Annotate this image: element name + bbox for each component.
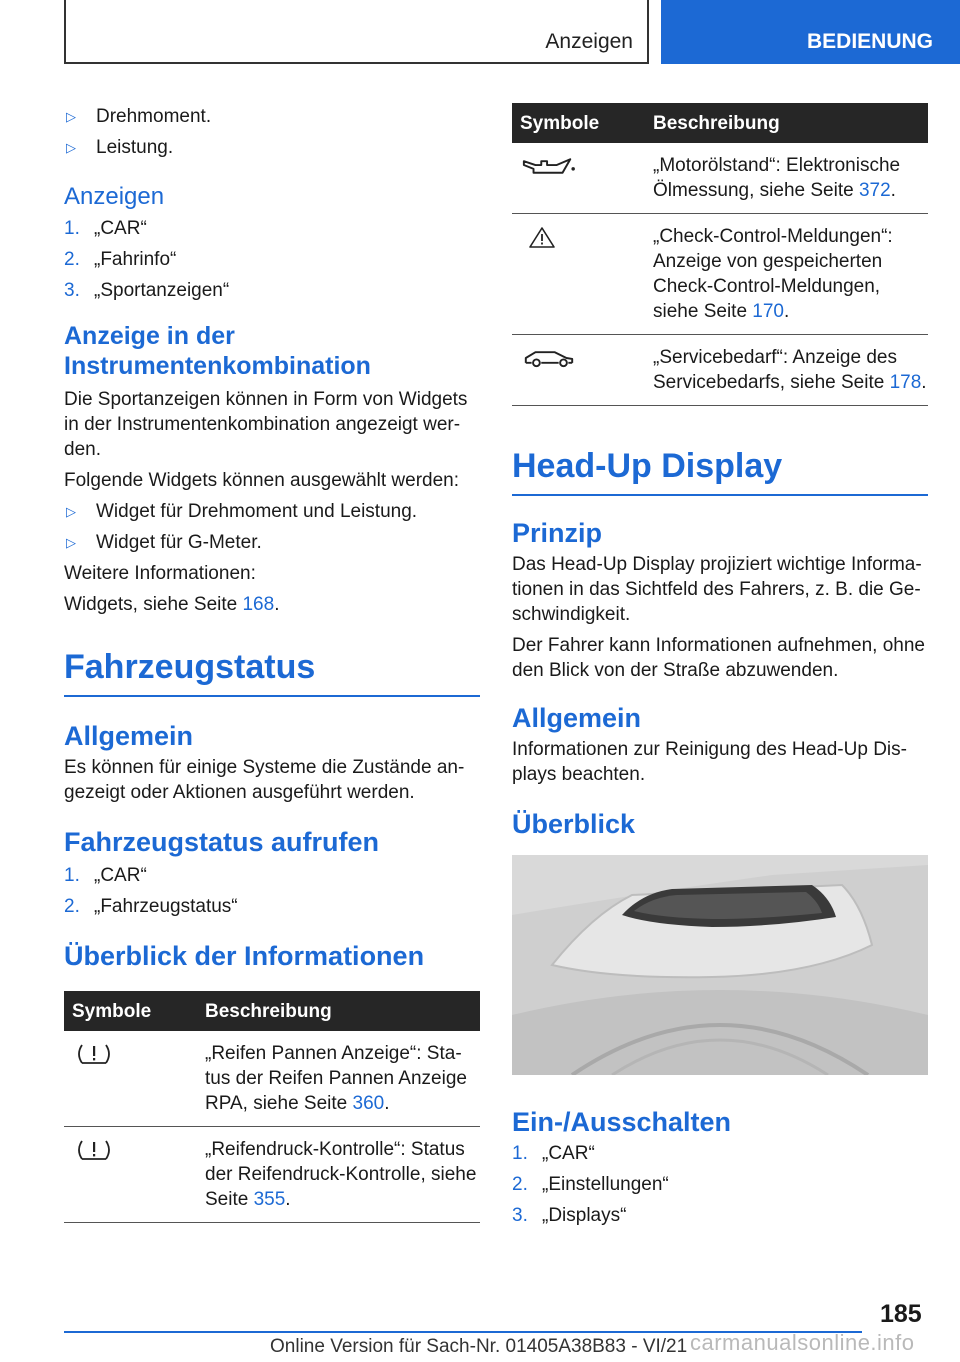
header-section-box (64, 0, 649, 64)
table-row: „Reifendruck-Kontrolle“: Status der Reifendruck-Kontrolle, siehe Seite 355. (64, 1127, 480, 1223)
page-link-168[interactable]: 168 (242, 594, 275, 615)
list-item: ▷ Widget für Drehmoment und Leistung. (66, 501, 418, 522)
page-link-178[interactable]: 178 (889, 372, 922, 393)
list-item: 1. „CAR“ (64, 218, 147, 239)
widgets-reference: Widgets, siehe Seite 168. (64, 594, 280, 615)
allgemein-heading: Allgemein (512, 703, 642, 733)
table-row: „Reifen Pannen Anzeige“: Sta-tus der Reifen Pannen Anzeige RPA, siehe Seite 360. (64, 1031, 480, 1127)
list-item: 2. „Fahrinfo“ (64, 249, 177, 270)
fahrzeugstatus-heading: Fahrzeugstatus (64, 648, 316, 686)
oil-can-icon (520, 153, 578, 179)
head-up-display-heading: Head-Up Display (512, 447, 783, 485)
table-row: „Servicebedarf“: Anzeige des Servicebedarfs, siehe Seite 178. (512, 335, 928, 406)
heading-rule (512, 494, 928, 496)
list-item: ▷ Leistung. (66, 137, 174, 158)
more-info-label: Weitere Informationen: (64, 563, 256, 584)
prinzip-text-1: Das Head-Up Display projiziert wichtige Informa-tionen in das Sichtfeld des Fahrers, z. B. die Ge-schwindigkeit. (512, 554, 922, 625)
fahrzeugstatus-aufrufen-heading: Fahrzeugstatus aufrufen (64, 827, 380, 857)
page-link-360[interactable]: 360 (352, 1093, 385, 1114)
triangle-bullet-icon: ▷ (66, 109, 76, 124)
triangle-bullet-icon: ▷ (66, 535, 76, 550)
list-item: 3. „Displays“ (512, 1205, 627, 1226)
ueberblick-informationen-heading: Überblick der Informationen (64, 941, 425, 971)
left-column (64, 100, 480, 1223)
list-item: 2. „Einstellungen“ (512, 1174, 669, 1195)
page-link-372[interactable]: 372 (858, 180, 891, 201)
header-chapter-tab (661, 0, 960, 64)
table-header-symbole: Symbole (64, 991, 197, 1031)
table-header-symbole: Symbole (512, 103, 645, 143)
list-item: ▷ Drehmoment. (66, 106, 212, 127)
list-item: 1. „CAR“ (64, 865, 147, 886)
warning-triangle-icon (520, 224, 564, 250)
tire-pressure-warning-icon (72, 1137, 116, 1163)
service-car-icon (520, 345, 578, 371)
heading-rule (64, 695, 480, 697)
table-header-beschreibung: Beschreibung (645, 103, 928, 143)
instrument-cluster-text: Die Sportanzeigen können in Form von Widgets in der Instrumentenkombination angezeigt wer-den. (64, 389, 468, 460)
prinzip-text-2: Der Fahrer kann Informationen aufnehmen, ohne den Blick von der Straße abzuwenden. (512, 635, 925, 681)
prinzip-heading: Prinzip (512, 518, 603, 548)
header-section-title: Anzeigen (545, 30, 633, 53)
widgets-intro: Folgende Widgets können ausgewählt werden: (64, 470, 460, 491)
page-number: 185 (880, 1300, 922, 1328)
dashboard-hud-illustration (512, 855, 928, 1075)
page-link-355[interactable]: 355 (253, 1189, 286, 1210)
allgemein-text: Informationen zur Reinigung des Head-Up Dis-plays beachten. (512, 739, 907, 785)
header-chapter-title: BEDIENUNG (807, 30, 934, 53)
list-item: 3. „Sportanzeigen“ (64, 280, 230, 301)
allgemein-heading: Allgemein (64, 721, 194, 751)
list-item: ▷ Widget für G-Meter. (66, 532, 262, 553)
right-column (512, 103, 928, 1228)
table-header-beschreibung: Beschreibung (197, 991, 480, 1031)
table-row: „Check-Control-Meldungen“: Anzeige von gespeicherten Check-Control-Meldungen, siehe Seite 170. (512, 214, 928, 335)
tire-pressure-warning-icon (72, 1041, 116, 1067)
ueberblick-heading: Überblick (512, 809, 636, 839)
instrument-cluster-heading: Anzeige in der Instrumentenkombination (64, 322, 371, 380)
table-row: „Motorölstand“: Elektronische Ölmessung, siehe Seite 372. (512, 143, 928, 214)
page-link-170[interactable]: 170 (752, 301, 784, 322)
online-version-note: Online Version für Sach-Nr. 01405A38B83 - VI/21 (270, 1336, 688, 1357)
ein-ausschalten-heading: Ein-/Ausschalten (512, 1107, 732, 1137)
triangle-bullet-icon: ▷ (66, 504, 76, 519)
symbol-table (64, 991, 480, 1223)
head-up-display-photo (512, 855, 928, 1075)
allgemein-text: Es können für einige Systeme die Zustände an-gezeigt oder Aktionen ausgeführt werden. (64, 757, 465, 803)
watermark: carmanualsonline.info (690, 1330, 915, 1355)
list-item: 1. „CAR“ (512, 1143, 595, 1164)
symbol-table (512, 103, 928, 406)
anzeigen-heading: Anzeigen (64, 183, 165, 210)
list-item: 2. „Fahrzeugstatus“ (64, 896, 238, 917)
triangle-bullet-icon: ▷ (66, 140, 76, 155)
